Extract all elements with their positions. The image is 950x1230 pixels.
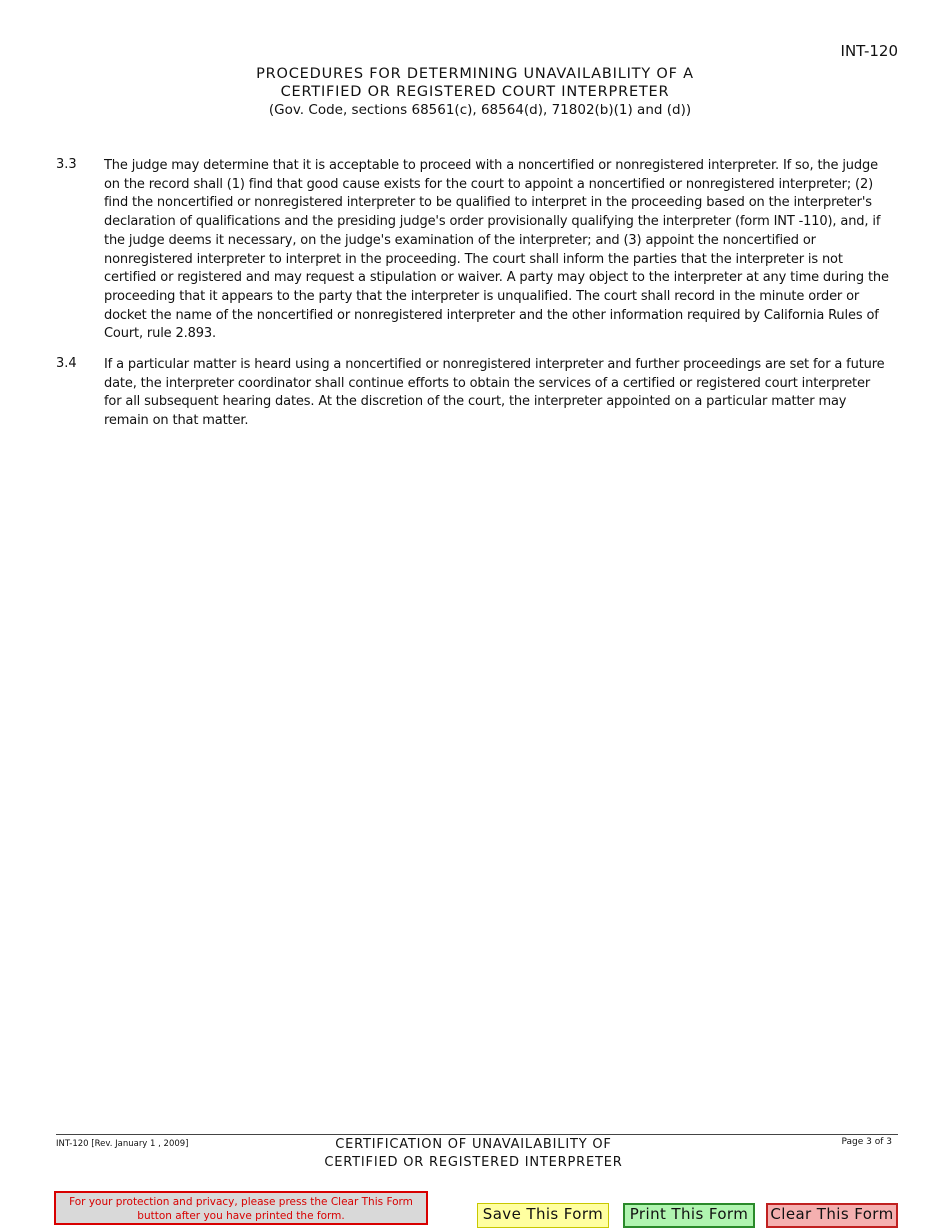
title-line-1: PROCEDURES FOR DETERMINING UNAVAILABILITY OF A: [256, 66, 694, 82]
section-number: 3.4: [56, 356, 77, 371]
statute-citation: (Gov. Code, sections 68561(c), 68564(d), 71802(b)(1) and (d)): [268, 102, 692, 118]
clear-form-button[interactable]: Clear This Form: [766, 1203, 898, 1228]
section-text: If a particular matter is heard using a noncertified or nonregistered interpreter and further proceedings are set for a future date, the interpreter coordinator shall continue efforts to obtain the services of a certified or registered court interpreter for all subsequent hearing dates. At the discretion of the court, the interpreter appointed on a particular matter may remain on that matter.: [104, 357, 885, 429]
form-revision: INT-120 [Rev. January 1 , 2009]: [56, 1139, 189, 1149]
footer-title: [286, 1136, 661, 1172]
footer-title-line-1: CERTIFICATION OF UNAVAILABILITY OF: [335, 1137, 612, 1152]
section-3-3: [56, 157, 891, 344]
form-id: INT-120: [840, 42, 898, 60]
section-3-4: [56, 356, 891, 431]
section-number: 3.3: [56, 157, 77, 172]
document-title: [0, 65, 950, 119]
footer-title-line-2: CERTIFIED OR REGISTERED INTERPRETER: [324, 1155, 623, 1170]
privacy-notice: For your protection and privacy, please press the Clear This Form button after you have printed the form.: [54, 1191, 428, 1225]
save-form-button[interactable]: Save This Form: [477, 1203, 609, 1228]
page-number: Page 3 of 3: [841, 1137, 892, 1147]
title-line-2: CERTIFIED OR REGISTERED COURT INTERPRETER: [280, 84, 670, 100]
print-form-button[interactable]: Print This Form: [623, 1203, 755, 1228]
section-text: The judge may determine that it is acceptable to proceed with a noncertified or nonregistered interpreter. If so, the judge on the record shall (1) find that good cause exists for the court to appoint a noncertified or nonregistered interpreter; (2) find the noncertified or nonregistered interpreter to be qualified to interpret in the proceeding based on the interpreter's declaration of qualifications and the presiding judge's order provisionally qualifying the interpreter (form INT -110), and, if the judge deems it necessary, on the judge's examination of the interpreter; and (3) appoint the noncertified or nonregistered interpreter to interpret in the proceeding. The court shall inform the parties that the interpreter is not certified or registered and may request a stipulation or waiver. A party may object to the interpreter at any time during the proceeding that it appears to the party that the interpreter is unqualified. The court shall record in the minute order or docket the name of the noncertified or nonregistered interpreter and the other information required by California Rules of Court, rule 2.893.: [104, 158, 889, 342]
footer-divider: [56, 1134, 898, 1135]
